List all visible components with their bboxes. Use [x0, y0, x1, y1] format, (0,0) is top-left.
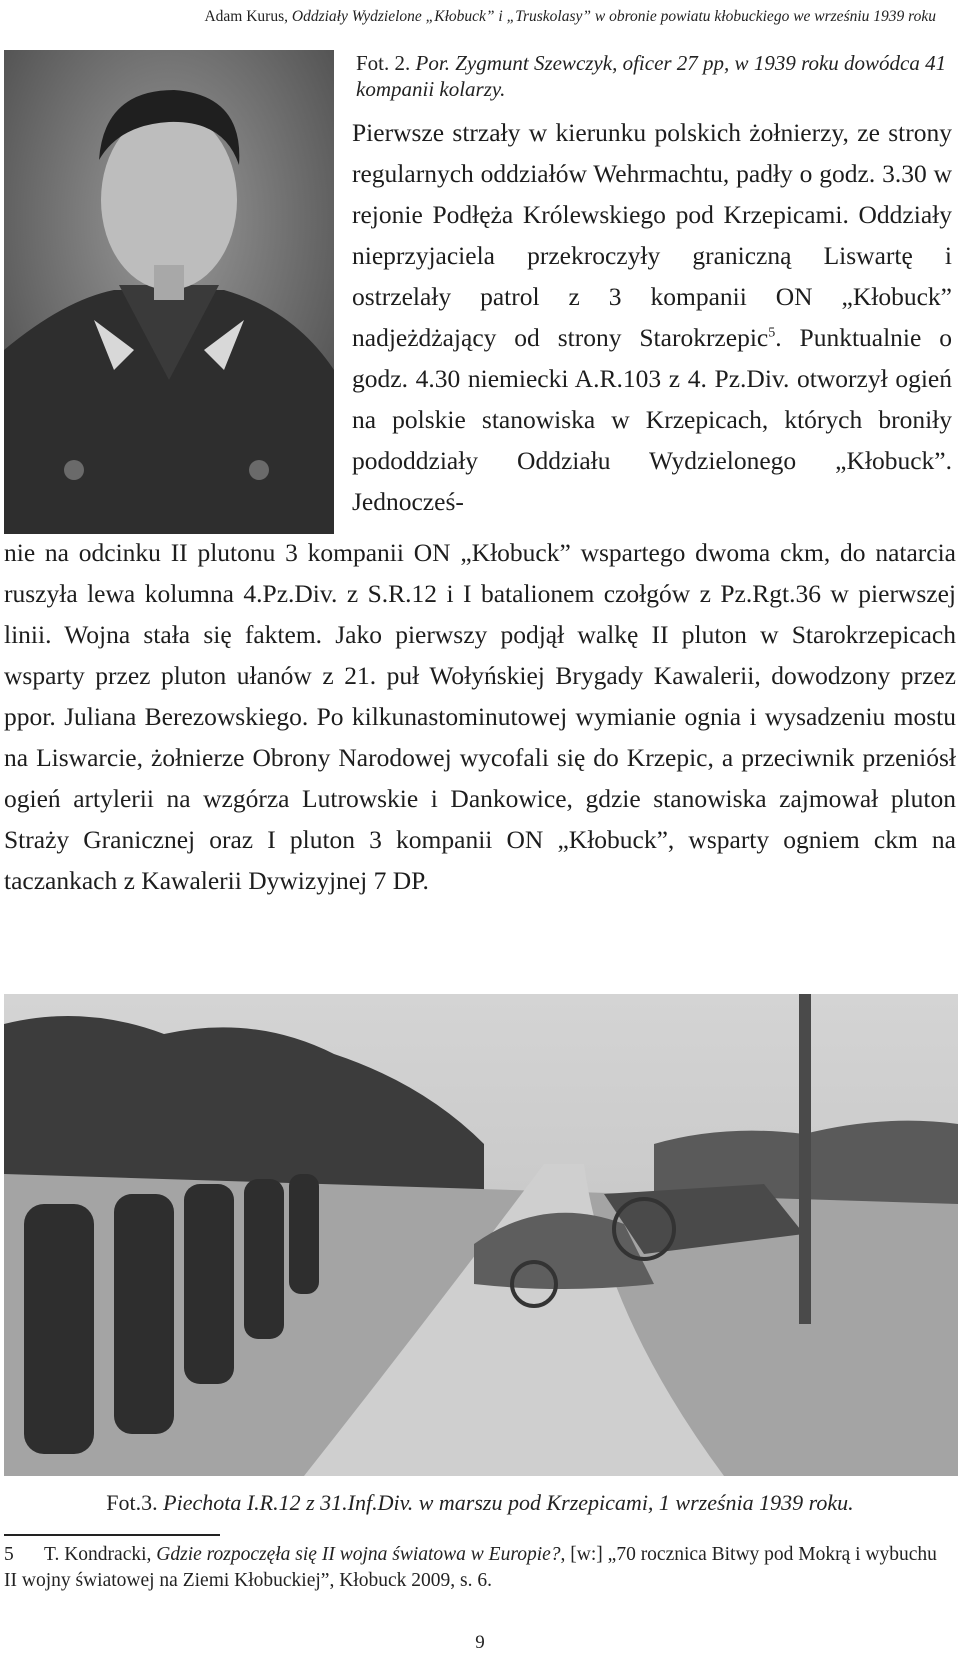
page-number: 9 — [475, 1632, 485, 1653]
footnote-reference[interactable]: 5 — [768, 325, 776, 341]
footnote-author: T. Kondracki, — [44, 1544, 157, 1565]
footnote-rest: , [w:] „70 rocznica Bitwy pod Mokrą i wybuchu II wojny światowej na Ziemi Kłobuckiej”, Kłobuck 2009, s. 6. — [4, 1544, 937, 1591]
photo2-caption-text: Piechota I.R.12 z 31.Inf.Div. w marszu pod Krzepicami, 1 września 1939 roku. — [163, 1490, 854, 1515]
march-photo — [4, 994, 958, 1476]
photo1-caption-label: Fot. 2. — [356, 51, 416, 75]
photo2-caption-label: Fot.3. — [106, 1490, 164, 1515]
portrait-photo — [4, 50, 334, 534]
running-head — [0, 8, 936, 26]
paragraph-part3: nie na odcinku II plutonu 3 kompanii ON „Kłobuck” wspartego dwoma ckm, do natarcia ruszyła lewa kolumna 4.Pz.Div. z S.R.12 i I batalionem czołgów z Pz.Rgt.36 w pierwszej linii. Wojna stała się faktem. Jako pierwszy podjął walkę II pluton w Starokrzepicach wsparty przez pluton ułanów z 21. puł Wołyńskiej Brygady Kawalerii, dowodzony przez ppor. Juliana Berezowskiego. Po kilkunastominutowej wymianie ognia i wysadzeniu mostu na Liswarcie, żołnierze Obrony Narodowej wycofali się do Krzepic, a przeciwnik przeniósł ogień artylerii na wzgórza Lutrowskie i Dankowice, gdzie stanowiska zajmował pluton Straży Granicznej oraz I pluton 3 kompanii ON „Kłobuck”, wsparty ogniem ckm na taczankach z Kawalerii Dywizyjnej 7 DP. — [4, 538, 956, 895]
running-head-author: Adam Kurus, — [204, 8, 292, 25]
running-head-title: Oddziały Wydzielone „Kłobuck” i „Truskolasy” w obronie powiatu kłobuckiego we wrześniu 1939 roku — [291, 8, 936, 25]
footnote-title: Gdzie rozpoczęła się II wojna światowa w Europie? — [156, 1544, 561, 1565]
paragraph-column — [352, 112, 952, 522]
footnote-rule — [4, 1534, 220, 1536]
photo2-caption — [0, 1490, 960, 1516]
photo1-caption-text: Por. Zygmunt Szewczyk, oficer 27 pp, w 1939 roku dowódca 41 kompanii kolarzy. — [356, 51, 947, 101]
footnote — [4, 1542, 954, 1594]
paragraph-part1: Pierwsze strzały w kierunku polskich żołnierzy, ze strony regularnych oddziałów Wehrmachtu, padły o godz. 3.30 w rejonie Podłęża Królewskiego pod Krzepicami. Oddziały nieprzyjaciela przekroczyły graniczną Liswartę i ostrzelały patrol z 3 kompanii ON „Kłobuck” nadjeżdżający od strony Starokrzepic — [352, 118, 952, 352]
photo1-caption — [356, 50, 952, 102]
paragraph-part2: . Punktualnie o godz. 4.30 niemiecki A.R.103 z 4. Pz.Div. otworzył ogień na polskie stanowiska w Krzepicach, których broniły pododdziały Oddziału Wydzielonego „Kłobuck”. Jednocześ- — [352, 323, 952, 516]
footnote-number: 5 — [4, 1544, 14, 1565]
paragraph-continuation — [4, 532, 956, 901]
